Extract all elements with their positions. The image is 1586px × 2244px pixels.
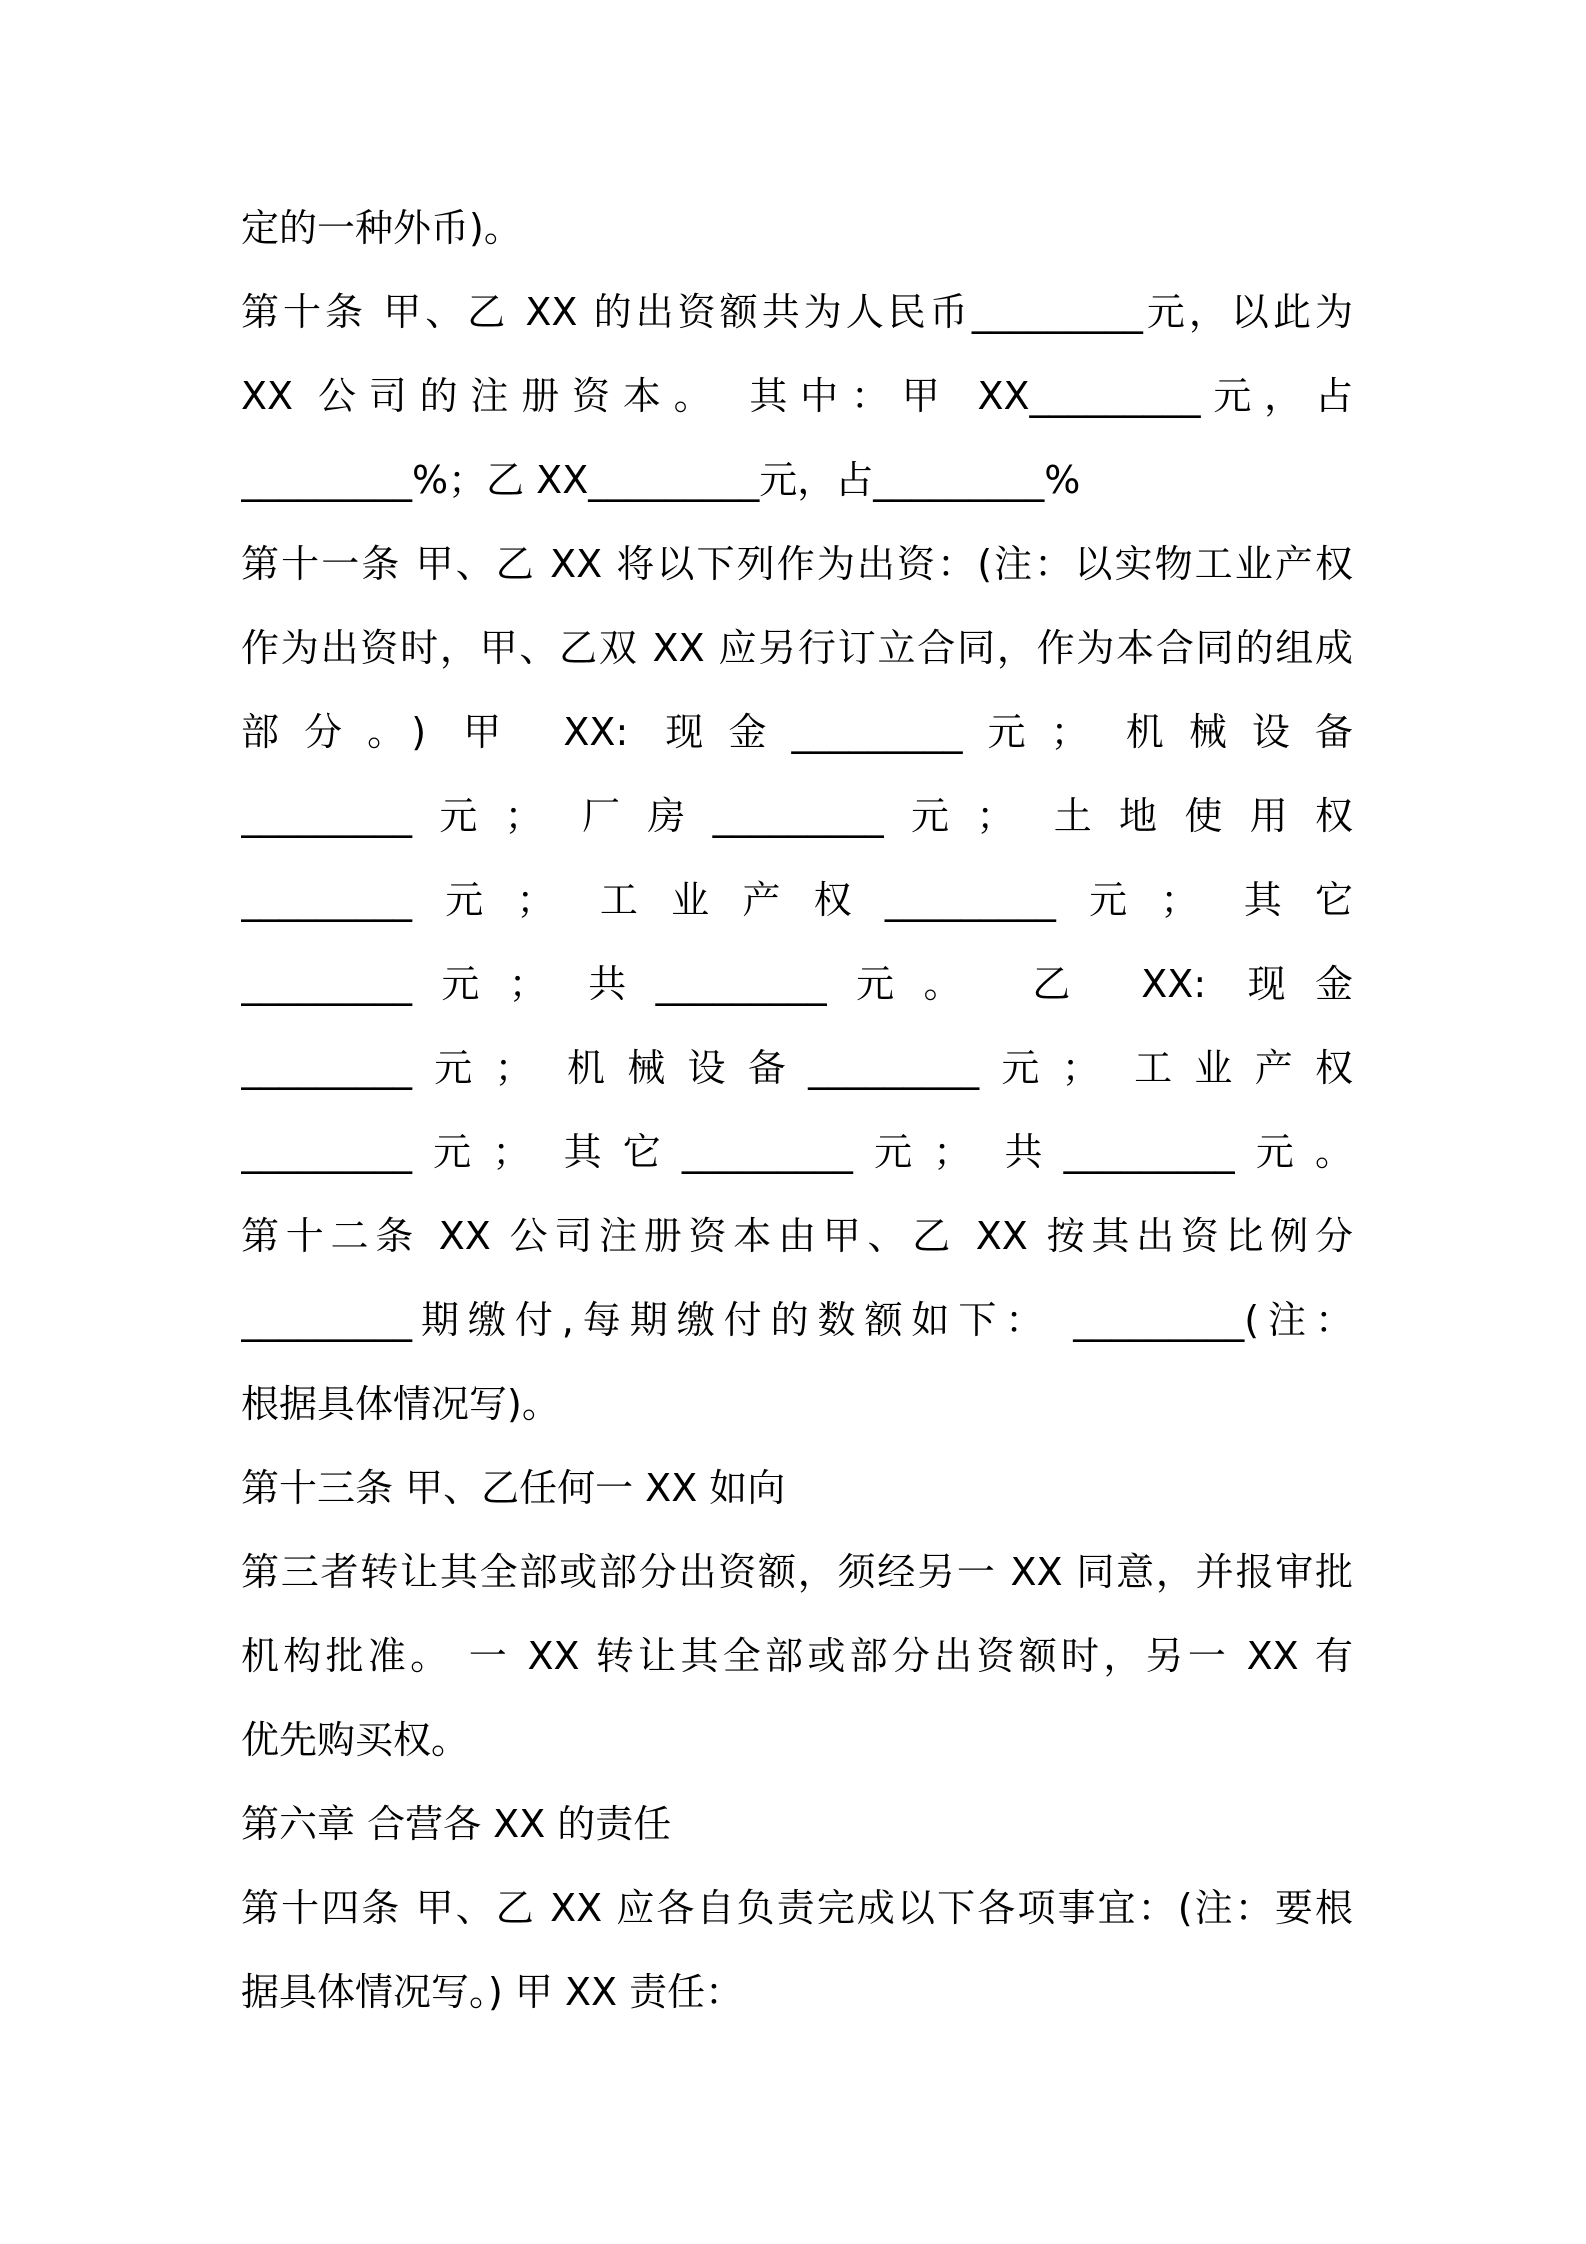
- text-line-4: _________%；乙 XX_________元，占_________%: [241, 458, 1081, 502]
- text-line-10: _________元； 共_________元。 乙 XX: 现金: [241, 962, 1353, 1006]
- text-line-11: _________元； 机械设备_________元； 工业产权: [241, 1046, 1353, 1090]
- text-line-16: 第十三条 甲、乙任何一 XX 如向: [241, 1466, 786, 1510]
- text-line-19: 优先购买权。: [241, 1718, 470, 1762]
- text-line-1: 定的一种外币)。: [241, 206, 522, 250]
- text-line-6: 作为出资时，甲、乙双 XX 应另行订立合同，作为本合同的组成: [241, 626, 1353, 670]
- text-line-17: 第三者转让其全部或部分出资额，须经另一 XX 同意，并报审批: [241, 1550, 1353, 1594]
- text-line-3: XX 公司的注册资本。 其中：甲 XX_________元，占: [241, 374, 1353, 418]
- text-line-8: _________元； 厂房_________元； 土地使用权: [241, 794, 1353, 838]
- text-line-5: 第十一条 甲、乙 XX 将以下列作为出资：(注：以实物工业产权: [241, 542, 1353, 586]
- text-line-2: 第十条 甲、乙 XX 的出资额共为人民币_________元，以此为: [241, 290, 1353, 334]
- text-line-14: _________期缴付,每期缴付的数额如下： _________(注：: [241, 1298, 1353, 1342]
- text-line-15: 根据具体情况写)。: [241, 1382, 560, 1426]
- text-line-9: _________元； 工业产权_________元； 其它: [241, 878, 1353, 922]
- text-line-7: 部分。) 甲 XX: 现金_________元； 机械设备: [241, 710, 1353, 754]
- text-line-12: _________元； 其它_________元； 共_________元。: [241, 1130, 1353, 1174]
- text-line-22: 据具体情况写。) 甲 XX 责任：: [241, 1970, 744, 2014]
- text-line-18: 机构批准。 一 XX 转让其全部或部分出资额时，另一 XX 有: [241, 1634, 1353, 1678]
- chapter-heading: 第六章 合营各 XX 的责任: [241, 1802, 672, 1846]
- text-line-21: 第十四条 甲、乙 XX 应各自负责完成以下各项事宜：(注：要根: [241, 1886, 1353, 1930]
- text-line-13: 第十二条 XX 公司注册资本由甲、乙 XX 按其出资比例分: [241, 1214, 1353, 1258]
